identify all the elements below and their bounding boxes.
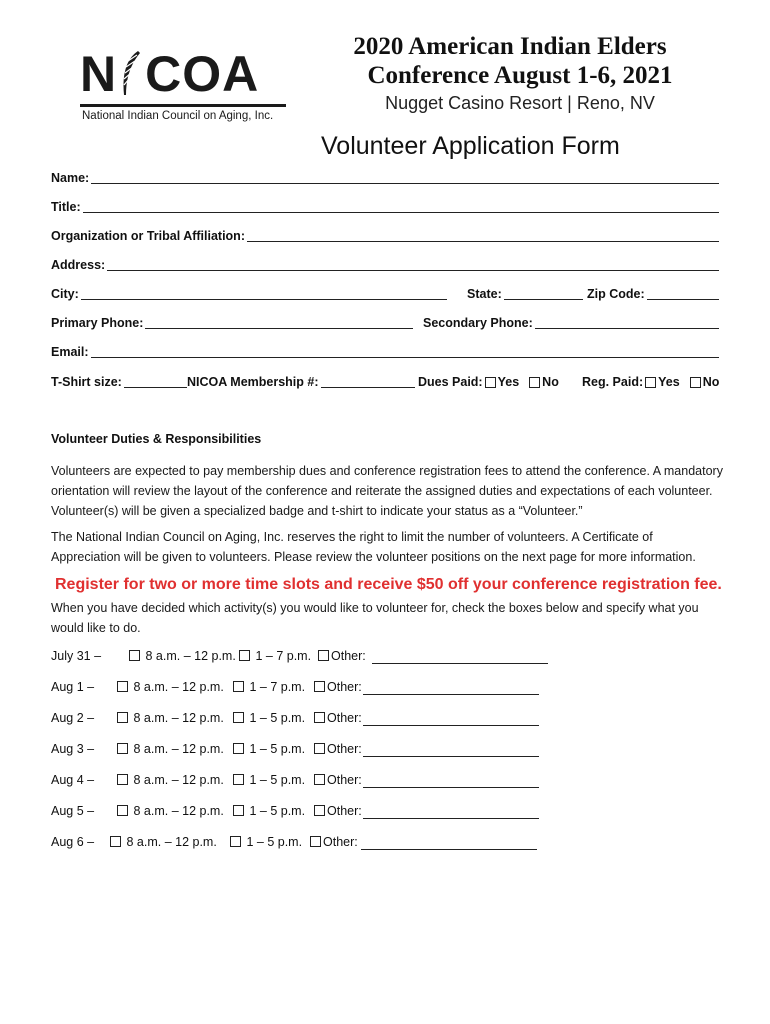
dues-no-checkbox[interactable]	[529, 377, 540, 388]
logo-rule	[80, 104, 286, 107]
morning-checkbox[interactable]	[117, 743, 128, 754]
afternoon-label: 1 – 5 p.m.	[249, 711, 306, 725]
membership-field[interactable]	[187, 372, 415, 392]
slot-day: Aug 2 –	[51, 711, 95, 725]
name-input-line[interactable]	[91, 169, 719, 184]
dues-no-label: No	[542, 375, 559, 389]
primary-phone-input-line[interactable]	[145, 314, 413, 329]
dues-yes-checkbox[interactable]	[485, 377, 496, 388]
email-label: Email:	[51, 345, 89, 359]
state-label: State:	[467, 287, 502, 301]
slot-row	[51, 835, 551, 855]
morning-label: 8 a.m. – 12 p.m.	[145, 649, 236, 663]
other-checkbox[interactable]	[310, 836, 321, 847]
logo-wordmark: N COA	[80, 46, 260, 102]
reg-no-label: No	[702, 375, 720, 389]
city-state-zip-row	[51, 284, 719, 304]
slot-row	[51, 711, 551, 731]
morning-checkbox[interactable]	[117, 805, 128, 816]
other-label: Other:	[327, 742, 362, 756]
membership-row	[51, 372, 719, 392]
city-field[interactable]	[51, 284, 447, 304]
venue: Nugget Casino Resort | Reno, NV	[385, 93, 655, 113]
city-label: City:	[51, 287, 79, 301]
other-checkbox[interactable]	[314, 681, 325, 692]
morning-label: 8 a.m. – 12 p.m.	[133, 773, 224, 787]
slot-day: Aug 4 –	[51, 773, 95, 787]
slot-day: Aug 6 –	[51, 835, 95, 849]
phone-row	[51, 313, 719, 333]
org-row	[51, 226, 719, 246]
dues-paid-group	[418, 372, 578, 392]
address-input-line[interactable]	[107, 256, 719, 271]
morning-checkbox[interactable]	[117, 712, 128, 723]
other-input-line[interactable]	[363, 804, 539, 819]
secondary-phone-label: Secondary Phone:	[423, 316, 533, 330]
other-checkbox[interactable]	[314, 805, 325, 816]
other-input-line[interactable]	[363, 742, 539, 757]
other-input-line[interactable]	[372, 649, 548, 664]
other-checkbox[interactable]	[314, 774, 325, 785]
other-checkbox[interactable]	[318, 650, 329, 661]
email-field[interactable]	[51, 342, 719, 362]
afternoon-label: 1 – 5 p.m.	[249, 804, 306, 818]
slot-row	[51, 742, 551, 762]
other-label: Other:	[323, 835, 358, 849]
other-label: Other:	[327, 773, 362, 787]
primary-phone-field[interactable]	[51, 313, 413, 333]
other-label: Other:	[327, 680, 362, 694]
nicoa-logo	[80, 46, 286, 126]
state-input-line[interactable]	[504, 285, 583, 300]
slot-row	[51, 804, 551, 824]
afternoon-label: 1 – 7 p.m.	[249, 680, 306, 694]
name-label: Name:	[51, 171, 90, 185]
address-label: Address:	[51, 258, 106, 272]
duties-paragraph-2: The National Indian Council on Aging, Inc. reserves the right to limit the number of volunteers. A Certificate of Appreciation will be given to volunteers. Please review the volunteer positions on the next page for more information.	[51, 530, 696, 564]
afternoon-checkbox[interactable]	[233, 743, 244, 754]
dues-yes-label: Yes	[497, 375, 520, 389]
duties-paragraph-3: When you have decided which activity(s) you would like to volunteer for, check the boxes below and specify what you would like to do.	[51, 601, 699, 635]
slot-day: July 31 –	[51, 649, 102, 663]
tshirt-field[interactable]	[51, 372, 187, 392]
conference-title-line1: 2020 American Indian Elders	[353, 33, 667, 60]
primary-phone-label: Primary Phone:	[51, 316, 144, 330]
title-label: Title:	[51, 200, 81, 214]
afternoon-label: 1 – 5 p.m.	[249, 773, 306, 787]
state-field[interactable]	[467, 284, 583, 304]
tshirt-label: T-Shirt size:	[51, 375, 122, 389]
reg-paid-label: Reg. Paid:	[582, 375, 644, 389]
title-input-line[interactable]	[83, 198, 719, 213]
membership-label: NICOA Membership #:	[187, 375, 319, 389]
morning-label: 8 a.m. – 12 p.m.	[133, 804, 224, 818]
org-field[interactable]	[51, 226, 719, 246]
afternoon-label: 1 – 7 p.m.	[255, 649, 312, 663]
morning-checkbox[interactable]	[117, 774, 128, 785]
name-field[interactable]	[51, 168, 719, 188]
form-title: Volunteer Application Form	[321, 132, 620, 160]
zip-field[interactable]	[587, 284, 719, 304]
other-input-line[interactable]	[363, 680, 539, 695]
afternoon-checkbox[interactable]	[233, 681, 244, 692]
zip-label: Zip Code:	[587, 287, 645, 301]
afternoon-checkbox[interactable]	[239, 650, 250, 661]
secondary-phone-input-line[interactable]	[535, 314, 719, 329]
afternoon-checkbox[interactable]	[233, 712, 244, 723]
morning-label: 8 a.m. – 12 p.m.	[133, 742, 224, 756]
other-checkbox[interactable]	[314, 712, 325, 723]
morning-label: 8 a.m. – 12 p.m.	[133, 680, 224, 694]
reg-paid-group	[582, 372, 722, 392]
other-label: Other:	[327, 804, 362, 818]
feather-icon	[118, 49, 144, 97]
duties-paragraph-1: Volunteers are expected to pay membership dues and conference registration fees to attend the conference. A mandatory orientation will review the layout of the conference and reiterate the assigned duties and expectations of each volunteer. Volunteer(s) will be given a specialized badge and t-shirt to indicate your status as a “Volunteer.”	[51, 464, 723, 518]
city-input-line[interactable]	[81, 285, 447, 300]
afternoon-checkbox[interactable]	[233, 805, 244, 816]
slot-day: Aug 3 –	[51, 742, 95, 756]
zip-input-line[interactable]	[647, 285, 719, 300]
dues-paid-label: Dues Paid:	[418, 375, 483, 389]
reg-yes-checkbox[interactable]	[645, 377, 656, 388]
address-row	[51, 255, 719, 275]
name-row	[51, 168, 719, 188]
org-label: Organization or Tribal Affiliation:	[51, 229, 245, 243]
other-label: Other:	[331, 649, 366, 663]
logo-tagline: National Indian Council on Aging, Inc.	[82, 110, 274, 122]
other-label: Other:	[327, 711, 362, 725]
morning-label: 8 a.m. – 12 p.m.	[126, 835, 217, 849]
reg-no-checkbox[interactable]	[690, 377, 701, 388]
morning-label: 8 a.m. – 12 p.m.	[133, 711, 224, 725]
slot-day: Aug 1 –	[51, 680, 95, 694]
other-input-line[interactable]	[363, 773, 539, 788]
email-input-line[interactable]	[91, 343, 719, 358]
email-row	[51, 342, 719, 362]
title-row	[51, 197, 719, 217]
other-input-line[interactable]	[363, 711, 539, 726]
org-input-line[interactable]	[247, 227, 719, 242]
afternoon-label: 1 – 5 p.m.	[249, 742, 306, 756]
morning-checkbox[interactable]	[117, 681, 128, 692]
slot-day: Aug 5 –	[51, 804, 95, 818]
slot-row	[51, 773, 551, 793]
duties-heading: Volunteer Duties & Responsibilities	[51, 432, 262, 446]
afternoon-checkbox[interactable]	[233, 774, 244, 785]
slot-row	[51, 649, 551, 669]
afternoon-checkbox[interactable]	[230, 836, 241, 847]
slot-row	[51, 680, 551, 700]
other-input-line[interactable]	[361, 835, 537, 850]
secondary-phone-field[interactable]	[423, 313, 719, 333]
morning-checkbox[interactable]	[110, 836, 121, 847]
conference-title-line2: Conference August 1-6, 2021	[367, 62, 673, 89]
membership-input-line[interactable]	[321, 373, 415, 388]
promo-text: Register for two or more time slots and receive $50 off your conference registration fee.	[55, 576, 722, 593]
address-field[interactable]	[51, 255, 719, 275]
morning-checkbox[interactable]	[129, 650, 140, 661]
reg-yes-label: Yes	[658, 375, 680, 389]
tshirt-input-line[interactable]	[124, 373, 187, 388]
afternoon-label: 1 – 5 p.m.	[246, 835, 303, 849]
title-field[interactable]	[51, 197, 719, 217]
other-checkbox[interactable]	[314, 743, 325, 754]
